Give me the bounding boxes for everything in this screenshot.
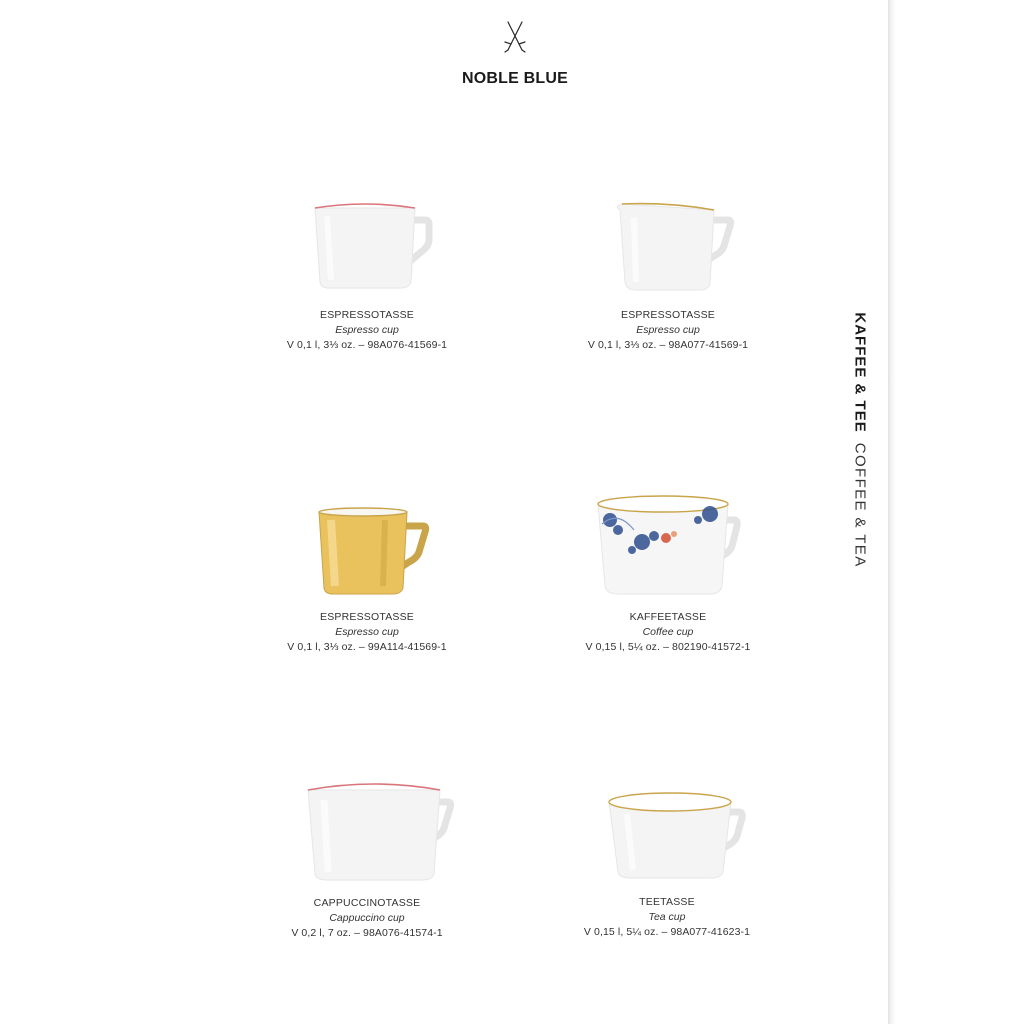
product-name-en: Cappuccino cup xyxy=(329,912,405,924)
product-name-en: Espresso cup xyxy=(335,324,399,336)
espresso-cup-image xyxy=(598,190,738,295)
product-spec: V 0,2 l, 7 oz. – 98A076-41574-1 xyxy=(291,927,443,939)
coffee-cup-image xyxy=(588,490,748,602)
gold-espresso-cup-image xyxy=(297,498,437,603)
section-label-en: COFFEE & TEA xyxy=(851,442,869,568)
product-name-de: TEETASSE xyxy=(639,896,695,908)
product-name-en: Coffee cup xyxy=(642,626,694,638)
page-edge-shadow xyxy=(888,0,896,1024)
product-name-de: ESPRESSOTASSE xyxy=(620,309,716,321)
crossed-swords-icon xyxy=(502,20,528,54)
product-spec: V 0,1 l, 3⅓ oz. – 98A077-41569-1 xyxy=(587,339,749,351)
page-title: NOBLE BLUE xyxy=(462,70,568,87)
espresso-cup-image xyxy=(297,190,437,295)
product-name-de: ESPRESSOTASSE xyxy=(319,611,415,623)
cappuccino-cup-image xyxy=(292,776,462,888)
product-spec: V 0,15 l, 5¼ oz. – 98A077-41623-1 xyxy=(583,926,751,938)
section-label-de: KAFFEE & TEE xyxy=(851,312,869,433)
product-spec: V 0,1 l, 3⅓ oz. – 99A114-41569-1 xyxy=(287,641,447,653)
product-spec: V 0,15 l, 5¼ oz. – 802190-41572-1 xyxy=(585,641,751,653)
section-side-label xyxy=(852,312,869,567)
product-name-de: CAPPUCCINOTASSE xyxy=(313,897,421,909)
product-spec: V 0,1 l, 3⅓ oz. – 98A076-41569-1 xyxy=(286,339,448,351)
product-name-en: Espresso cup xyxy=(335,626,399,638)
product-name-en: Tea cup xyxy=(648,911,686,923)
product-name-en: Espresso cup xyxy=(636,324,700,336)
product-name-de: ESPRESSOTASSE xyxy=(319,309,415,321)
product-name-de: KAFFEETASSE xyxy=(629,611,707,623)
tea-cup-image xyxy=(595,784,755,884)
